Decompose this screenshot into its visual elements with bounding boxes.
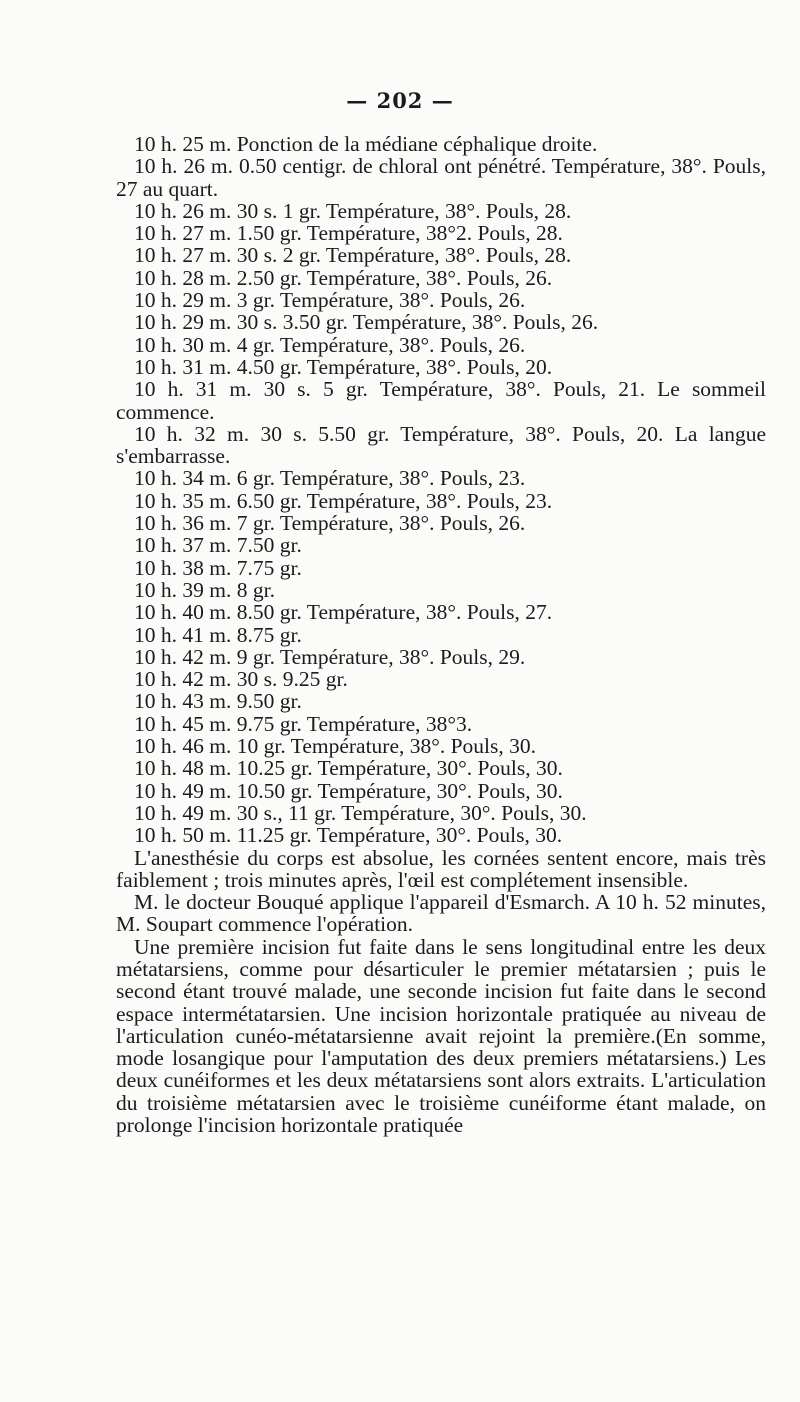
log-entry: 10 h. 45 m. 9.75 gr. Température, 38°3. (134, 711, 473, 736)
log-entry: 10 h. 38 m. 7.75 gr. (134, 555, 302, 580)
log-entry: 10 h. 34 m. 6 gr. Température, 38°. Pouls, 23. (134, 466, 526, 491)
log-entry: 10 h. 42 m. 9 gr. Température, 38°. Pouls, 29. (134, 644, 526, 669)
log-entry: 10 h. 43 m. 9.50 gr. (134, 689, 302, 714)
log-entry: 10 h. 26 m. 30 s. 1 gr. Température, 38°. Pouls, 28. (134, 198, 572, 223)
log-entry: 10 h. 29 m. 30 s. 3.50 gr. Température, 38°. Pouls, 26. (134, 310, 599, 335)
page-number: — 202 — (346, 88, 454, 113)
log-entry: 10 h. 35 m. 6.50 gr. Température, 38°. Pouls, 23. (134, 488, 553, 513)
log-entry: 10 h. 36 m. 7 gr. Température, 38°. Pouls, 26. (134, 511, 526, 536)
log-entry: 10 h. 32 m. 30 s. 5.50 gr. Température, 38°. Pouls, 20. La langue s'embarrasse. (116, 421, 766, 469)
log-entry: 10 h. 30 m. 4 gr. Température, 38°. Pouls, 26. (134, 332, 526, 357)
log-entry: 10 h. 27 m. 30 s. 2 gr. Température, 38°. Pouls, 28. (134, 243, 572, 268)
log-entry: 10 h. 27 m. 1.50 gr. Température, 38°2. Pouls, 28. (134, 221, 563, 246)
log-entry: 10 h. 28 m. 2.50 gr. Température, 38°. Pouls, 26. (134, 265, 553, 290)
log-entry: 10 h. 49 m. 10.50 gr. Température, 30°. Pouls, 30. (134, 778, 563, 803)
log-entry: 10 h. 46 m. 10 gr. Température, 38°. Pouls, 30. (134, 734, 537, 759)
body-text (116, 133, 766, 1136)
paragraph-operation: Une première incision fut faite dans le sens longitudinal entre les deux métatarsiens, comme pour désarticuler le premier métatarsien ; puis le second étant trouvé malade, une seconde incision fut faite dans le second espace intermétatarsien. Une incision horizontale pratiquée au niveau de l'articulation cunéo-métatarsienne avait rejoint la première.(En somme, mode losangique pour l'amputation des deux premiers métatarsiens.) Les deux cunéiformes et les deux métatarsiens sont alors extraits. L'articulation du troisième métatarsien avec le troisième cunéiforme étant malade, on prolonge l'incision horizontale pratiquée (116, 934, 766, 1138)
log-entry: 10 h. 31 m. 4.50 gr. Température, 38°. Pouls, 20. (134, 354, 553, 379)
log-entry: 10 h. 41 m. 8.75 gr. (134, 622, 302, 647)
log-entry: 10 h. 50 m. 11.25 gr. Température, 30°. Pouls, 30. (134, 823, 563, 848)
log-entry: 10 h. 40 m. 8.50 gr. Température, 38°. Pouls, 27. (134, 600, 553, 625)
log-entry: 10 h. 29 m. 3 gr. Température, 38°. Pouls, 26. (134, 288, 526, 313)
log-entry: 10 h. 39 m. 8 gr. (134, 577, 275, 602)
log-entry: 10 h. 48 m. 10.25 gr. Température, 30°. Pouls, 30. (134, 756, 563, 781)
paragraph-esmarch: M. le docteur Bouqué applique l'appareil d'Esmarch. A 10 h. 52 minutes, M. Soupart commence l'opération. (116, 890, 766, 937)
log-entries-a (116, 200, 766, 378)
log-entry: 10 h. 25 m. Ponction de la médiane céphalique droite. (134, 132, 598, 156)
log-entry: 10 h. 26 m. 0.50 centigr. de chloral ont pénétré. Température, 38°. Pouls, 27 au quart. (116, 154, 766, 201)
paragraph-anesthesia: L'anesthésie du corps est absolue, les cornées sentent encore, mais très faiblement ; trois minutes après, l'œil est complétement insensible. (116, 845, 766, 892)
log-entry: 10 h. 49 m. 30 s., 11 gr. Température, 30°. Pouls, 30. (134, 800, 587, 825)
log-entry: 10 h. 37 m. 7.50 gr. (134, 533, 302, 558)
log-entry: 10 h. 42 m. 30 s. 9.25 gr. (134, 667, 348, 692)
log-entries-b (116, 467, 766, 846)
log-entry: 10 h. 31 m. 30 s. 5 gr. Température, 38°. Pouls, 21. Le sommeil commence. (116, 377, 766, 424)
